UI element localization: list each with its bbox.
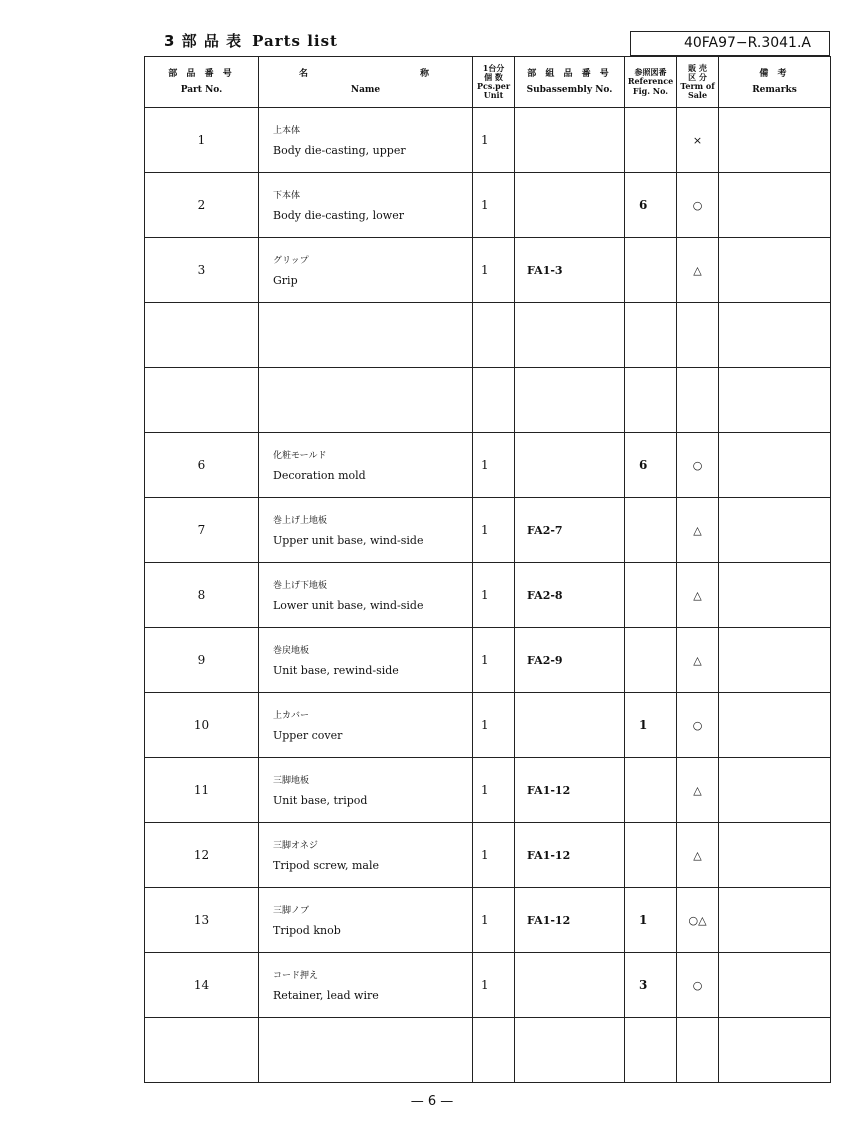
col-pcs-jp1: 1台分: [482, 62, 505, 73]
remarks: [719, 953, 831, 1018]
part-name-en: Body die-casting, upper: [273, 144, 406, 157]
subassembly-no: [515, 433, 625, 498]
remarks: [719, 563, 831, 628]
subassembly-no: [515, 693, 625, 758]
col-part-no-jp: 部 品 番 号: [168, 68, 235, 79]
pcs-per-unit: 1: [473, 888, 515, 953]
col-part-no-en: Part No.: [180, 85, 223, 95]
pcs-per-unit: 1: [473, 953, 515, 1018]
part-name-jp: 巻上げ下地板: [273, 581, 328, 591]
part-name-jp: 上カバー: [273, 711, 310, 721]
reference-fig: 1: [625, 888, 677, 953]
term-of-sale: ×: [677, 108, 719, 173]
reference-fig: [625, 368, 677, 433]
remarks: [719, 1018, 831, 1083]
remarks: [719, 173, 831, 238]
table-row: [145, 433, 831, 498]
part-name: [259, 433, 473, 498]
document-code: 40FA97−R.3041.A: [630, 31, 830, 56]
part-no: [145, 368, 259, 433]
remarks: [719, 238, 831, 303]
term-of-sale: [677, 303, 719, 368]
part-name-jp: 化粧モールド: [273, 451, 327, 461]
table-row: [145, 953, 831, 1018]
term-of-sale: ○: [677, 433, 719, 498]
col-name-jp-left: 名: [299, 68, 312, 79]
col-remarks-en: Remarks: [752, 85, 797, 95]
pcs-per-unit: 1: [473, 563, 515, 628]
reference-fig: 6: [625, 433, 677, 498]
term-of-sale: ○: [677, 173, 719, 238]
part-no: 11: [145, 758, 259, 823]
part-name: [259, 303, 473, 368]
part-no: 2: [145, 173, 259, 238]
reference-fig: [625, 758, 677, 823]
part-name-jp: 三脚地板: [273, 776, 310, 786]
col-pcs-jp2: 個 数: [484, 71, 503, 82]
pcs-per-unit: 1: [473, 108, 515, 173]
col-name-jp-right: 称: [419, 68, 432, 79]
part-name-en: Decoration mold: [273, 469, 366, 482]
pcs-per-unit: 1: [473, 498, 515, 563]
term-of-sale: △: [677, 238, 719, 303]
term-of-sale: [677, 368, 719, 433]
table-row: [145, 303, 831, 368]
pcs-per-unit: 1: [473, 693, 515, 758]
part-no: [145, 1018, 259, 1083]
part-name-en: Unit base, rewind-side: [273, 664, 399, 677]
term-of-sale: △: [677, 498, 719, 563]
remarks: [719, 498, 831, 563]
part-name-en: Tripod screw, male: [273, 859, 380, 872]
part-name-jp: 巻上げ上地板: [273, 516, 328, 526]
col-ref-en2: Fig. No.: [632, 85, 669, 96]
part-no: 8: [145, 563, 259, 628]
part-name-jp: グリップ: [273, 256, 309, 266]
col-name: [259, 57, 473, 108]
part-name-jp: 上本体: [273, 126, 301, 136]
subassembly-no: FA1-12: [515, 888, 625, 953]
part-name-en: Upper unit base, wind-side: [273, 534, 424, 547]
part-name: [259, 563, 473, 628]
col-term-en1: Term of: [680, 81, 715, 91]
part-no: 1: [145, 108, 259, 173]
term-of-sale: ○: [677, 953, 719, 1018]
table-row: [145, 498, 831, 563]
term-of-sale: △: [677, 563, 719, 628]
part-name: [259, 953, 473, 1018]
table-row: [145, 238, 831, 303]
part-name-en: Retainer, lead wire: [273, 989, 379, 1002]
part-name-jp: コード押え: [273, 971, 319, 981]
part-name: [259, 238, 473, 303]
part-name-en: Grip: [273, 274, 298, 287]
col-remarks-jp: 備 考: [759, 68, 790, 79]
col-name-jp: [259, 69, 472, 79]
part-no: 14: [145, 953, 259, 1018]
remarks: [719, 303, 831, 368]
part-name-jp: 三脚ノブ: [273, 906, 310, 916]
part-name: [259, 758, 473, 823]
pcs-per-unit: [473, 303, 515, 368]
subassembly-no: FA2-9: [515, 628, 625, 693]
title-jp: 3 部 品 表: [164, 32, 243, 50]
part-name: [259, 888, 473, 953]
subassembly-no: [515, 368, 625, 433]
term-of-sale: ○△: [677, 888, 719, 953]
part-no: 10: [145, 693, 259, 758]
part-name-en: Tripod knob: [273, 924, 341, 937]
term-of-sale: ○: [677, 693, 719, 758]
subassembly-no: [515, 108, 625, 173]
col-ref-jp: 参照図番: [634, 67, 667, 78]
table-row: [145, 823, 831, 888]
pcs-per-unit: [473, 368, 515, 433]
subassembly-no: [515, 303, 625, 368]
part-no: 12: [145, 823, 259, 888]
reference-fig: [625, 1018, 677, 1083]
part-name: [259, 693, 473, 758]
col-sub-en: Subassembly No.: [526, 85, 613, 95]
subassembly-no: [515, 173, 625, 238]
reference-fig: [625, 628, 677, 693]
remarks: [719, 108, 831, 173]
part-no: 7: [145, 498, 259, 563]
pcs-per-unit: 1: [473, 238, 515, 303]
subassembly-no: FA2-7: [515, 498, 625, 563]
part-name: [259, 173, 473, 238]
col-sub-jp: 部 組 品 番 号: [527, 68, 612, 79]
col-term-jp2: 区 分: [688, 71, 707, 82]
parts-table: [144, 56, 831, 1083]
table-row: [145, 628, 831, 693]
col-part-no: [145, 57, 259, 108]
part-name-en: Lower unit base, wind-side: [273, 599, 424, 612]
part-name-jp: 三脚オネジ: [273, 841, 318, 851]
part-name: [259, 823, 473, 888]
remarks: [719, 693, 831, 758]
col-term: [677, 57, 719, 108]
table-header-row: [145, 57, 831, 108]
col-term-en2: Sale: [687, 90, 708, 101]
table-row: [145, 758, 831, 823]
part-name-en: Body die-casting, lower: [273, 209, 404, 222]
remarks: [719, 433, 831, 498]
part-name: [259, 108, 473, 173]
part-no: 6: [145, 433, 259, 498]
col-pcs-en2: Unit: [483, 90, 504, 101]
table-row: [145, 1018, 831, 1083]
table-row: [145, 108, 831, 173]
subassembly-no: FA1-12: [515, 758, 625, 823]
part-name-en: Upper cover: [273, 729, 343, 742]
page-title: [164, 30, 338, 51]
subassembly-no: [515, 953, 625, 1018]
part-name: [259, 498, 473, 563]
part-no: 9: [145, 628, 259, 693]
part-name: [259, 628, 473, 693]
pcs-per-unit: 1: [473, 823, 515, 888]
part-name: [259, 1018, 473, 1083]
remarks: [719, 628, 831, 693]
reference-fig: 1: [625, 693, 677, 758]
pcs-per-unit: 1: [473, 173, 515, 238]
remarks: [719, 758, 831, 823]
remarks: [719, 368, 831, 433]
col-ref-en1: Reference: [627, 76, 674, 87]
part-name-jp: 下本体: [273, 191, 301, 201]
col-pcs-en1: Pcs.per: [476, 81, 511, 91]
part-no: 3: [145, 238, 259, 303]
table-row: [145, 693, 831, 758]
table-body: [145, 108, 831, 1083]
table-row: [145, 563, 831, 628]
term-of-sale: △: [677, 628, 719, 693]
term-of-sale: △: [677, 758, 719, 823]
col-name-en: Name: [350, 85, 381, 95]
reference-fig: [625, 238, 677, 303]
page-number: — 6 —: [410, 1094, 454, 1109]
pcs-per-unit: [473, 1018, 515, 1083]
part-name-jp: 巻戻地板: [273, 646, 310, 656]
col-term-jp1: 販 売: [688, 62, 707, 73]
part-no: 13: [145, 888, 259, 953]
title-en: Parts list: [252, 32, 338, 50]
reference-fig: 6: [625, 173, 677, 238]
part-no: [145, 303, 259, 368]
subassembly-no: FA2-8: [515, 563, 625, 628]
term-of-sale: △: [677, 823, 719, 888]
subassembly-no: FA1-12: [515, 823, 625, 888]
table-row: [145, 368, 831, 433]
remarks: [719, 888, 831, 953]
col-reference: [625, 57, 677, 108]
reference-fig: [625, 108, 677, 173]
table-row: [145, 888, 831, 953]
col-remarks: [719, 57, 831, 108]
part-name: [259, 368, 473, 433]
col-subassembly: [515, 57, 625, 108]
subassembly-no: [515, 1018, 625, 1083]
subassembly-no: FA1-3: [515, 238, 625, 303]
reference-fig: [625, 823, 677, 888]
col-pcs: [473, 57, 515, 108]
pcs-per-unit: 1: [473, 758, 515, 823]
pcs-per-unit: 1: [473, 433, 515, 498]
pcs-per-unit: 1: [473, 628, 515, 693]
term-of-sale: [677, 1018, 719, 1083]
reference-fig: 3: [625, 953, 677, 1018]
reference-fig: [625, 563, 677, 628]
part-name-en: Unit base, tripod: [273, 794, 368, 807]
reference-fig: [625, 498, 677, 563]
table-row: [145, 173, 831, 238]
remarks: [719, 823, 831, 888]
reference-fig: [625, 303, 677, 368]
